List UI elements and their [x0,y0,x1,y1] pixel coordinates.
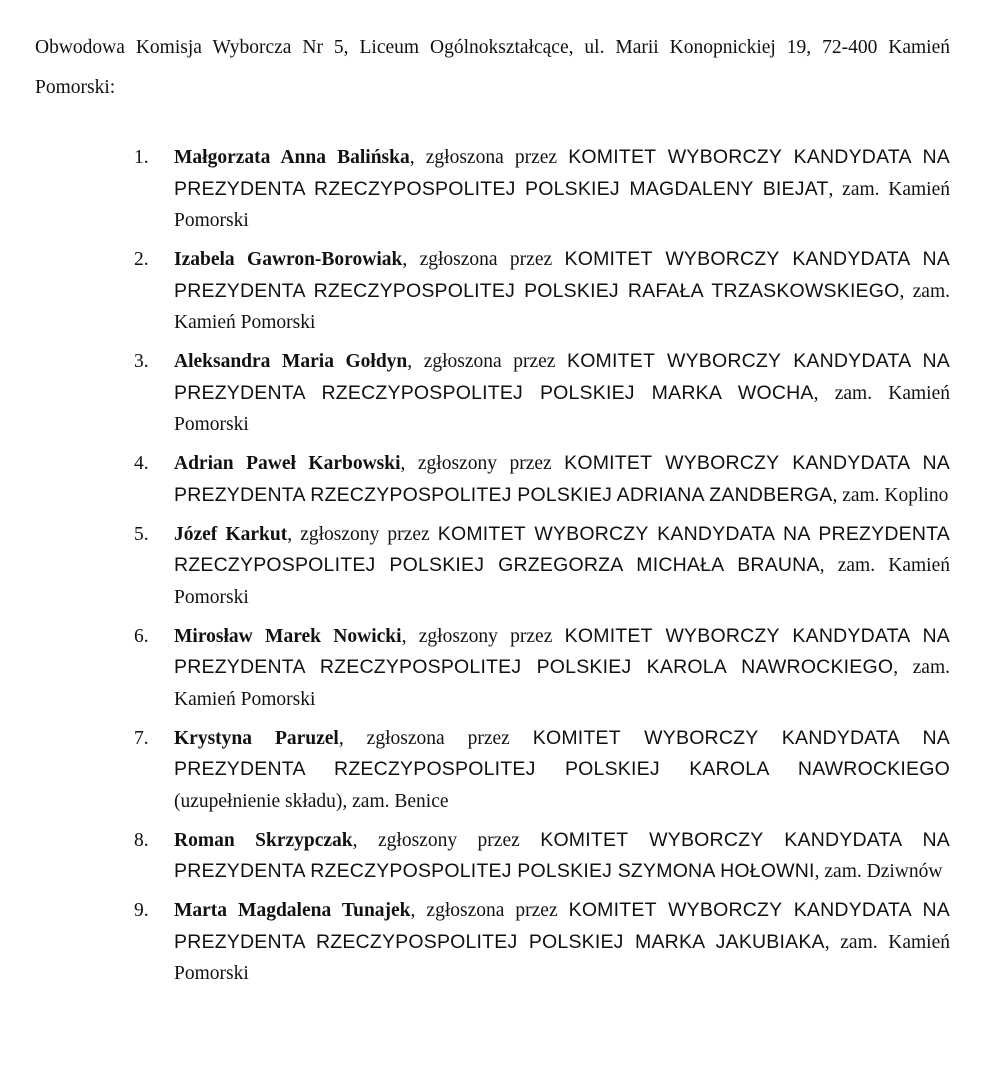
list-item [0,519,950,614]
residence-text: (uzupełnienie składu), zam. Benice [174,790,449,812]
member-name: Mirosław Marek Nowicki [174,625,402,647]
item-number: 7. [134,727,149,749]
committee-name: KOMITET WYBORCZY KANDYDATA NA PREZYDENTA RZECZYPOSPOLITEJ POLSKIEJ MAGDALENY BIEJAT [174,146,950,200]
committee-name: KOMITET WYBORCZY KANDYDATA NA PREZYDENTA RZECZYPOSPOLITEJ POLSKIEJ KAROLA NAWROCKIEGO [174,726,950,780]
reported-by-text: , zgłoszony przez [352,829,541,851]
member-name: Krystyna Paruzel [174,727,339,749]
member-name: Małgorzata Anna Balińska [174,147,410,168]
item-number: 8. [134,829,149,851]
residence-text: , zam. Koplino [832,484,949,506]
reported-by-text: , zgłoszony przez [287,523,438,545]
list-item [0,621,950,716]
residence-text: , zam. Kamień Pomorski [174,657,950,710]
residence-text: , zam. Kamień Pomorski [174,280,950,333]
commission-header: Obwodowa Komisja Wyborcza Nr 5, Liceum Ogólnokształcące, ul. Marii Konopnickiej 19, 72-400 Kamień Pomorski: [35,37,950,98]
reported-by-text: , zgłoszona przez [338,727,533,749]
list-item [0,346,950,441]
item-text [174,621,950,716]
member-name: Adrian Paweł Karbowski [174,453,401,474]
list-item [0,244,950,339]
item-text [174,519,950,614]
committee-name: KOMITET WYBORCZY KANDYDATA NA PREZYDENTA RZECZYPOSPOLITEJ POLSKIEJ MARKA JAKUBIAKA [174,899,950,953]
residence-text: , zam. Dziwnów [814,861,943,882]
list-item [0,895,950,990]
item-number: 4. [134,453,149,474]
member-name: Aleksandra Maria Gołdyn [174,351,408,372]
item-text [174,825,950,888]
reported-by-text: , zgłoszona przez [409,147,569,168]
member-name: Józef Karkut [174,523,288,545]
member-name: Roman Skrzypczak [174,829,353,851]
reported-by-text: , zgłoszona przez [402,249,565,270]
committee-name: KOMITET WYBORCZY KANDYDATA NA PREZYDENTA RZECZYPOSPOLITEJ POLSKIEJ GRZEGORZA MICHAŁA BRAUNA [174,522,950,576]
item-number: 6. [134,625,149,647]
list-item [0,825,950,888]
reported-by-text: , zgłoszona przez [407,351,567,372]
item-text [174,244,950,339]
member-name: Izabela Gawron-Borowiak [174,249,403,270]
reported-by-text: , zgłoszona przez [410,900,569,921]
committee-name: KOMITET WYBORCZY KANDYDATA NA PREZYDENTA RZECZYPOSPOLITEJ POLSKIEJ KAROLA NAWROCKIEGO [174,624,950,678]
item-text [174,723,950,818]
committee-name: KOMITET WYBORCZY KANDYDATA NA PREZYDENTA RZECZYPOSPOLITEJ POLSKIEJ SZYMONA HOŁOWNI [174,828,951,882]
reported-by-text: , zgłoszony przez [401,625,565,647]
item-text [174,895,950,990]
member-list [0,142,1000,997]
list-item [0,723,950,818]
item-number: 1. [134,147,149,168]
residence-text: , zam. Kamień Pomorski [174,555,950,608]
item-number: 9. [134,900,149,921]
item-text [174,448,950,511]
committee-name: KOMITET WYBORCZY KANDYDATA NA PREZYDENTA RZECZYPOSPOLITEJ POLSKIEJ MARKA WOCHA [174,350,950,404]
item-text [174,142,950,237]
committee-name: KOMITET WYBORCZY KANDYDATA NA PREZYDENTA RZECZYPOSPOLITEJ POLSKIEJ RAFAŁA TRZASKOWSKIEGO [174,248,950,302]
member-name: Marta Magdalena Tunajek [174,900,411,921]
list-item [0,448,950,511]
committee-name: KOMITET WYBORCZY KANDYDATA NA PREZYDENTA RZECZYPOSPOLITEJ POLSKIEJ ADRIANA ZANDBERGA [174,452,951,506]
residence-text: , zam. Kamień Pomorski [174,178,950,231]
item-number: 3. [134,351,149,372]
item-text [174,346,950,441]
item-number: 2. [134,249,149,270]
item-number: 5. [134,523,149,545]
residence-text: , zam. Kamień Pomorski [174,382,950,435]
reported-by-text: , zgłoszony przez [400,453,565,474]
residence-text: , zam. Kamień Pomorski [174,931,950,984]
list-item [0,142,950,237]
